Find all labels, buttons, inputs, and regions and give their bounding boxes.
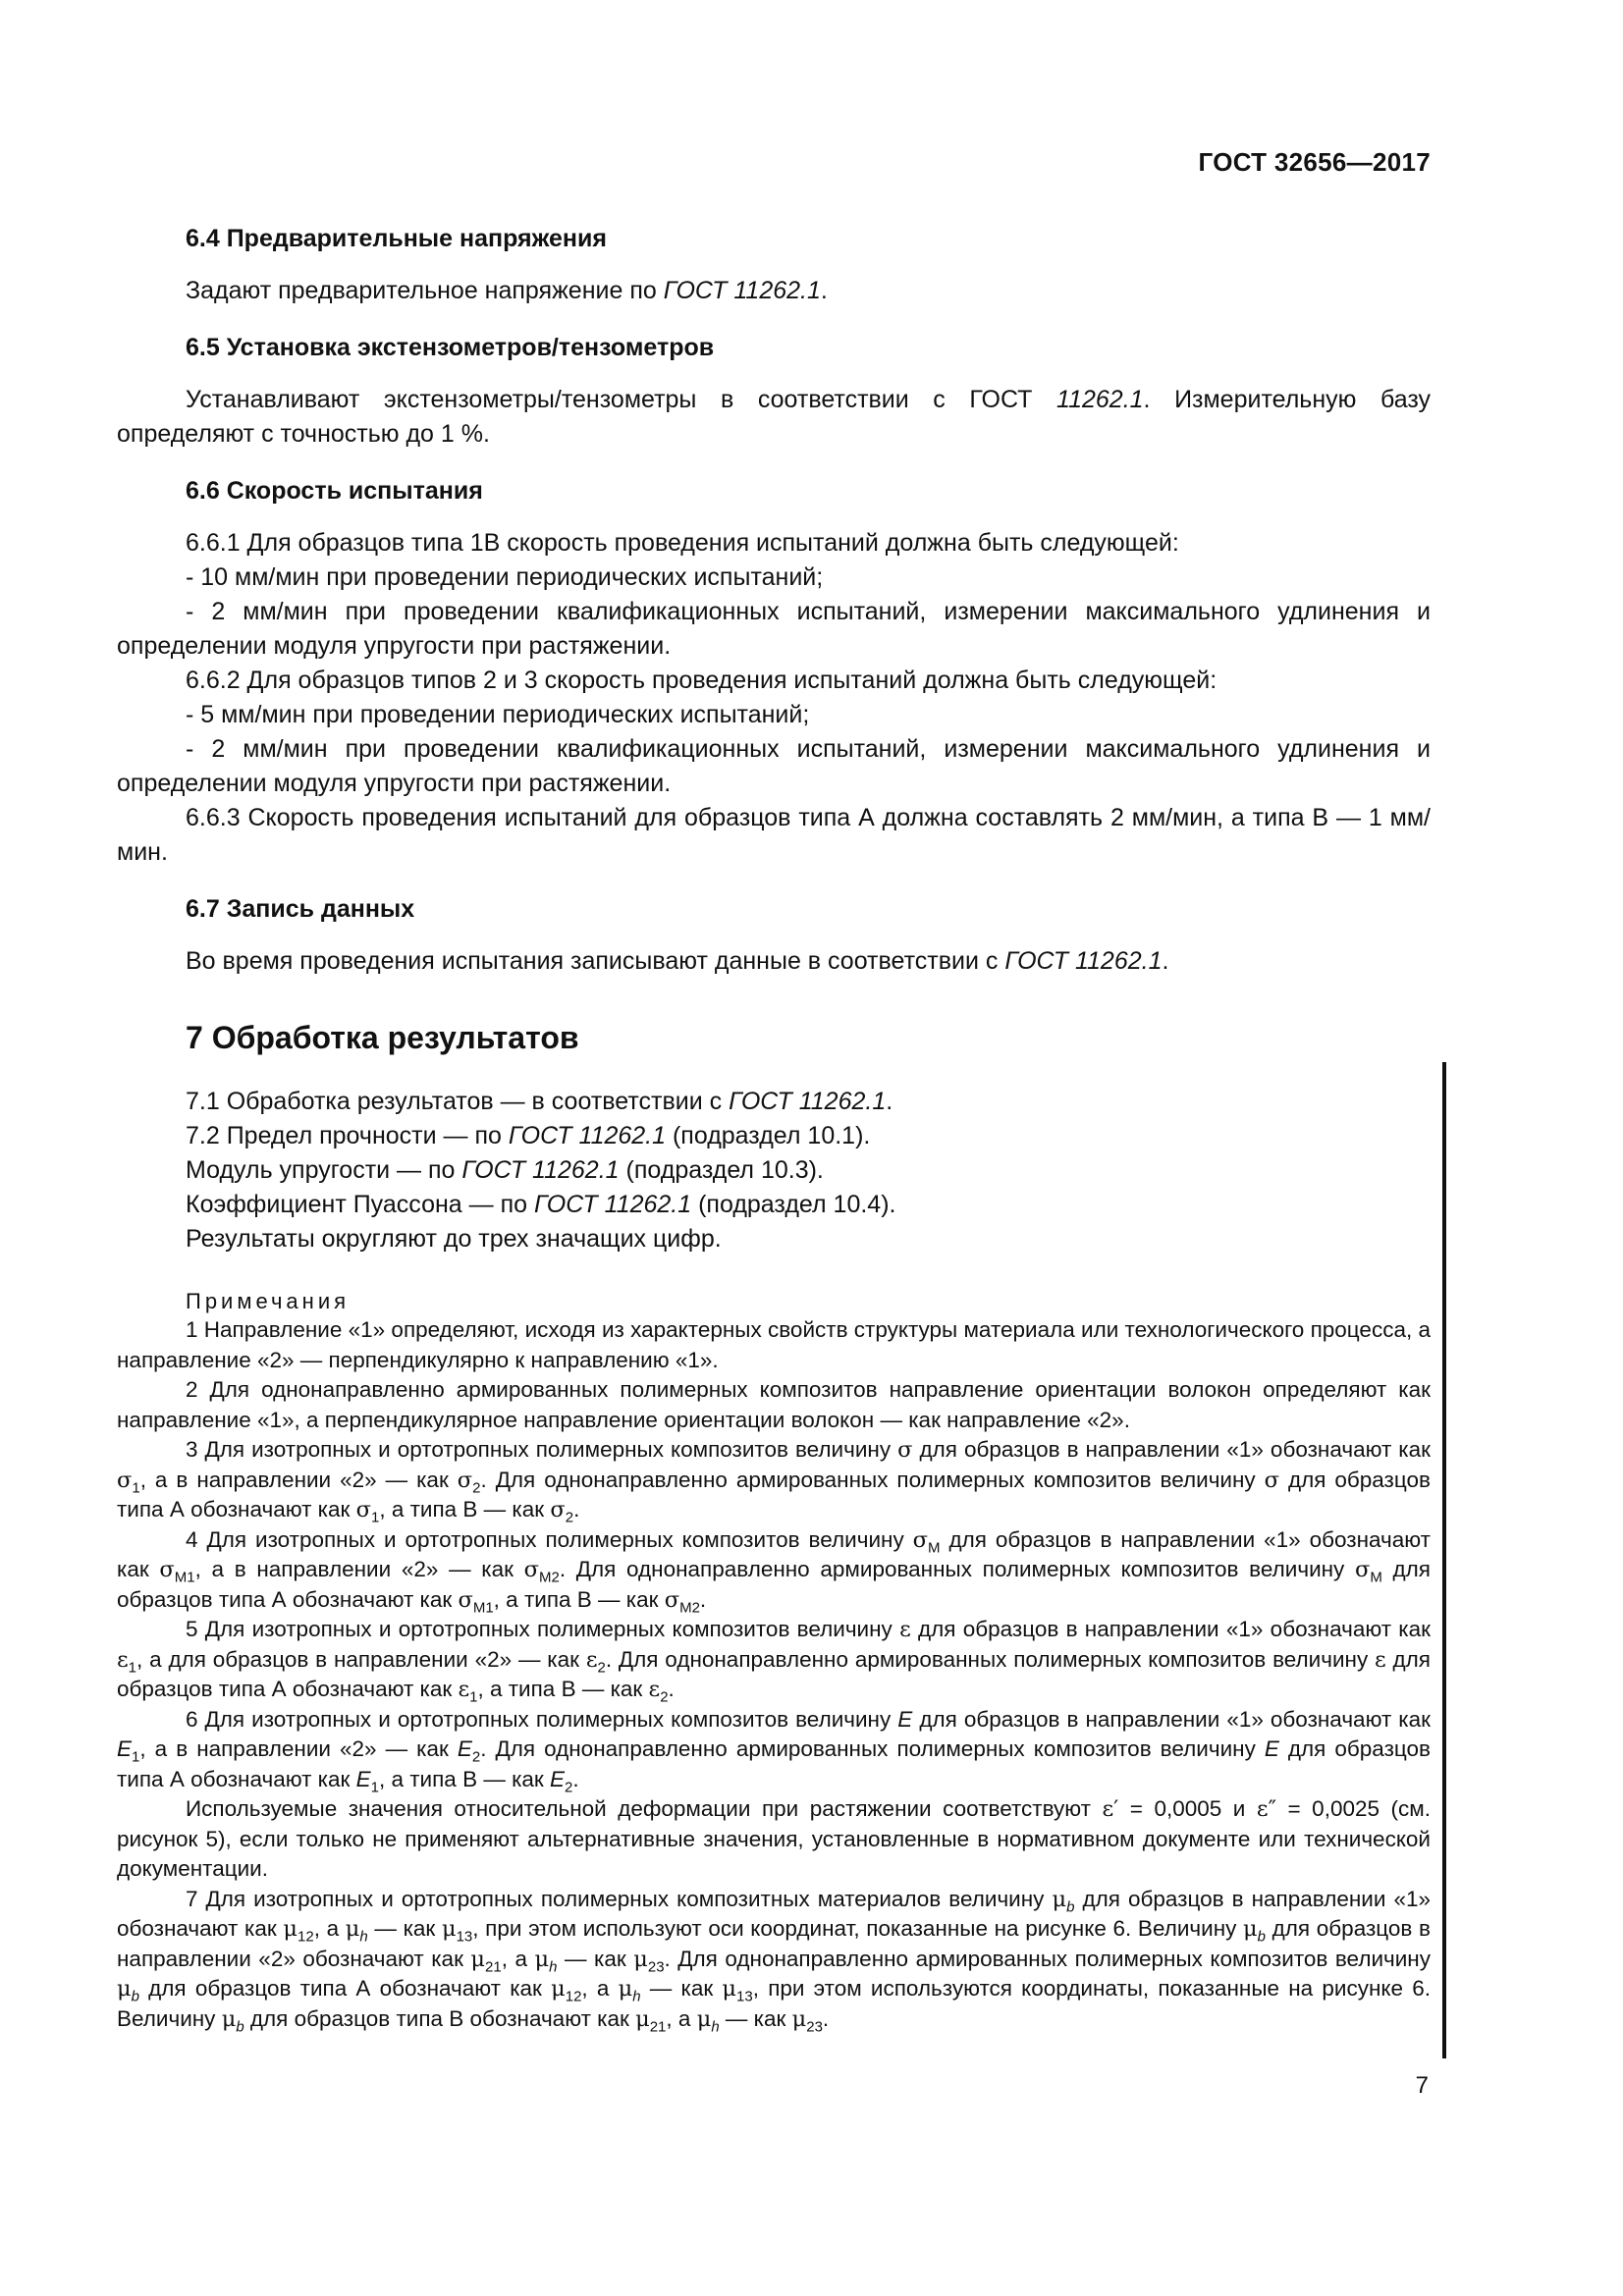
note-4 — [117, 1525, 1431, 1616]
symbol: μ — [1052, 1886, 1067, 1912]
text-run: . — [1162, 947, 1169, 975]
symbol: μ — [441, 1916, 457, 1942]
text-run: 6 Для изотропных и ортотропных полимерных композитов величину — [186, 1706, 898, 1732]
symbol: μ — [791, 2005, 807, 2032]
subscript: M — [1370, 1569, 1382, 1586]
text-run: = 0,0005 и — [1118, 1796, 1257, 1821]
modulus-text — [117, 1153, 1431, 1188]
section-6-6-1-text: 6.6.1 Для образцов типа 1В скорость проведения испытаний должна быть следующей: — [186, 529, 1179, 557]
section-6-5-text — [117, 383, 1431, 452]
subscript: 2 — [472, 1479, 481, 1496]
text-run: , а типа В — как — [379, 1497, 551, 1522]
text-run: 7.1 Обработка результатов — в соответствии с — [186, 1088, 730, 1115]
text-run: для образцов в направлении «1» обозначают как — [117, 1526, 1431, 1581]
subscript: 2 — [660, 1688, 669, 1706]
text-run: . — [668, 1677, 675, 1701]
symbol: μ — [534, 1946, 550, 1972]
text-run: , а типа В — как — [477, 1677, 649, 1701]
text-run: (подраздел 10.1). — [666, 1122, 871, 1149]
notes-block — [117, 1288, 1431, 2034]
note-6-continuation — [117, 1794, 1431, 1885]
symbol: ε″ — [1256, 1796, 1276, 1822]
symbol: σ — [550, 1497, 566, 1522]
text-run: 3 Для изотропных и ортотропных полимерных композитов величину — [186, 1437, 898, 1462]
section-7-title: 7 Обработка результатов — [186, 1020, 579, 1055]
subscript: b — [236, 2018, 244, 2035]
subscript: 21 — [485, 1958, 502, 1975]
symbol: ε — [1375, 1646, 1386, 1673]
section-7-2-text — [117, 1119, 1431, 1153]
text-run: Используемые значения относительной деформации при растяжении соответствуют — [186, 1796, 1103, 1821]
text-run: . Измерительную базу определяют с точностью до 1 %. — [117, 386, 1431, 448]
text-run: для образцов в направлении «1» обозначают как — [912, 1706, 1431, 1732]
symbol: ε — [648, 1677, 661, 1702]
section-6-7-title: 6.7 Запись данных — [186, 895, 415, 923]
note-6 — [117, 1705, 1431, 1795]
page-number: 7 — [1415, 2072, 1429, 2099]
standard-reference: ГОСТ 11262.1 — [508, 1122, 667, 1149]
text-run: , а типа В — как — [493, 1586, 665, 1612]
symbol: μ — [633, 1946, 648, 1972]
symbol: μ — [722, 1976, 737, 2002]
section-6-5-title: 6.5 Установка экстензометров/тензометров — [186, 334, 715, 361]
notes-title: Примечания — [186, 1289, 351, 1313]
symbol: μ — [635, 2005, 650, 2032]
symbol: ε — [585, 1646, 598, 1673]
symbol: E — [1264, 1736, 1279, 1761]
subscript: h — [711, 2018, 720, 2035]
subscript: 2 — [565, 1509, 574, 1526]
standard-reference: ГОСТ 11262.1 — [461, 1156, 620, 1184]
symbol: E — [897, 1706, 913, 1732]
text-run: 7 Для изотропных и ортотропных полимерных композитных материалов величину — [186, 1886, 1053, 1911]
symbol: E — [550, 1766, 566, 1791]
subscript: 12 — [298, 1928, 314, 1946]
text-run: для образцов типа В обозначают как — [243, 2005, 636, 2031]
subscript: 1 — [370, 1779, 379, 1795]
subscript: 12 — [565, 1988, 582, 2005]
text-run: , при этом используются координаты, показанные на рисунке 6. Величину — [117, 1976, 1431, 2031]
document-body — [117, 221, 1431, 2034]
text-run: — как — [557, 1946, 634, 1971]
symbol: μ — [117, 1976, 132, 2002]
text-run: = 0,0025 (см. рисунок 5), если только не применяют альтернативные значения, установленные в нормативном документе или технической документации. — [117, 1796, 1431, 1881]
section-6-6-2-text: 6.6.2 Для образцов типов 2 и 3 скорость проведения испытаний должна быть следующей: — [186, 667, 1217, 694]
symbol: μ — [1243, 1916, 1258, 1942]
subscript: M2 — [539, 1569, 560, 1586]
symbol: μ — [221, 2005, 237, 2032]
text-run: (подраздел 10.4). — [691, 1191, 896, 1218]
text-run: (подраздел 10.3). — [619, 1156, 824, 1184]
subscript: b — [1257, 1928, 1267, 1946]
text-run: , а в направлении «2» — как — [194, 1557, 524, 1581]
subscript: 2 — [471, 1748, 481, 1766]
symbol: μ — [470, 1946, 486, 1972]
subscript: 13 — [736, 1988, 753, 2005]
text-run: . Для однонаправленно армированных полимерных композитов величину — [480, 1467, 1265, 1492]
text-run: для образцов в направлении «1» обозначают как — [912, 1437, 1431, 1462]
symbol: ε — [899, 1617, 911, 1642]
text-run: . Для однонаправленно армированных полимерных композитов величину — [664, 1946, 1431, 1971]
subscript: 2 — [597, 1659, 606, 1676]
note-3 — [117, 1435, 1431, 1525]
text-run: . — [699, 1586, 707, 1612]
subscript: 1 — [128, 1659, 137, 1676]
standard-reference: ГОСТ 11262.1 — [729, 1088, 887, 1115]
symbol: E — [355, 1766, 371, 1791]
standard-reference: ГОСТ 11262.1 — [533, 1191, 692, 1218]
text-run: , а — [313, 1916, 346, 1941]
text-run: для образцов типа А обозначают как — [117, 1557, 1431, 1612]
text-run: для образцов типа А обозначают как — [138, 1976, 552, 2001]
section-6-6-title: 6.6 Скорость испытания — [186, 477, 483, 505]
symbol: σ — [912, 1526, 929, 1553]
text-run: для образцов типа А обозначают как — [117, 1646, 1431, 1701]
symbol: σ — [458, 1586, 473, 1613]
subscript: 1 — [132, 1748, 140, 1766]
symbol: σ — [457, 1467, 473, 1493]
symbol: σ — [117, 1467, 133, 1493]
subscript: 23 — [647, 1958, 665, 1975]
symbol: σ — [664, 1586, 680, 1613]
symbol: σ — [1355, 1557, 1371, 1582]
text-run: , а в направлении «2» — как — [139, 1467, 458, 1492]
section-6-6-1-item-a: - 10 мм/мин при проведении периодических испытаний; — [186, 563, 824, 591]
symbol: ε — [117, 1646, 129, 1673]
poisson-text — [117, 1188, 1431, 1222]
subscript: 23 — [806, 2018, 823, 2035]
subscript: b — [1066, 1898, 1075, 1915]
symbol: μ — [618, 1976, 633, 2002]
subscript: 21 — [649, 2018, 667, 2035]
subscript: M1 — [472, 1599, 494, 1616]
text-run: , а — [501, 1946, 535, 1971]
subscript: M2 — [679, 1599, 700, 1616]
symbol: σ — [897, 1437, 913, 1463]
subscript: 13 — [456, 1928, 473, 1946]
subscript: 2 — [565, 1779, 573, 1795]
note-1: 1 Направление «1» определяют, исходя из характерных свойств структуры материала или технологического процесса, а направление «2» — перпендикулярно к направлению «1». — [117, 1317, 1431, 1372]
text-run: 7.2 Предел прочности — по — [186, 1122, 509, 1149]
note-7 — [117, 1885, 1431, 2035]
standard-reference: ГОСТ 11262.1 — [663, 277, 821, 304]
text-run: для образцов типа А обозначают как — [117, 1736, 1431, 1791]
symbol: ε′ — [1102, 1796, 1119, 1822]
subscript: h — [549, 1958, 558, 1975]
text-run: . Для однонаправленно армированных полимерных композитов величину — [480, 1736, 1265, 1761]
section-6-6-3-text: 6.6.3 Скорость проведения испытаний для образцов типа А должна составлять 2 мм/мин, а типа В — 1 мм/мин. — [117, 804, 1431, 866]
section-6-6-2-item-a: - 5 мм/мин при проведении периодических испытаний; — [186, 701, 810, 728]
text-run: 5 Для изотропных и ортотропных полимерных композитов величину — [186, 1617, 900, 1641]
symbol: E — [457, 1736, 472, 1761]
text-run: , при этом используют оси координат, показанные на рисунке 6. Величину — [472, 1916, 1244, 1941]
subscript: M — [928, 1539, 941, 1556]
subscript: h — [359, 1928, 368, 1946]
symbol: μ — [551, 1976, 566, 2002]
note-5 — [117, 1615, 1431, 1705]
text-run: , а — [581, 1976, 619, 2001]
subscript: 1 — [370, 1509, 380, 1526]
symbol: E — [117, 1736, 133, 1761]
text-run: Коэффициент Пуассона — по — [186, 1191, 534, 1218]
symbol: σ — [1264, 1467, 1279, 1493]
symbol: μ — [345, 1916, 360, 1942]
text-run: Во время проведения испытания записывают данные в соответствии с — [186, 947, 1005, 975]
symbol: σ — [159, 1557, 175, 1582]
text-run: . — [572, 1766, 579, 1791]
text-run: для образцов в направлении «1» обозначают как — [117, 1886, 1431, 1941]
text-run: . — [820, 277, 828, 304]
text-run: — как — [719, 2005, 792, 2031]
text-run: — как — [640, 1976, 723, 2001]
text-run: 4 Для изотропных и ортотропных полимерных композитов величину — [186, 1526, 913, 1552]
text-run: Задают предварительное напряжение по — [186, 277, 664, 304]
subscript: 1 — [469, 1688, 478, 1706]
text-run: — как — [367, 1916, 442, 1941]
subscript: 1 — [132, 1479, 140, 1496]
text-run: . Для однонаправленно армированных полимерных композитов величину — [559, 1557, 1355, 1581]
symbol: μ — [283, 1916, 298, 1942]
rounding-text: Результаты округляют до трех значащих цифр. — [186, 1225, 722, 1253]
symbol: σ — [523, 1557, 539, 1582]
text-run: Модуль упругости — по — [186, 1156, 462, 1184]
text-run: , а — [666, 2005, 697, 2031]
symbol: σ — [355, 1497, 371, 1522]
subscript: M1 — [174, 1569, 195, 1586]
subscript: b — [131, 1988, 139, 2005]
standard-reference: ГОСТ 11262.1 — [1004, 947, 1163, 975]
text-run: , а для образцов в направлении «2» — как — [136, 1646, 586, 1672]
standard-reference: 11262.1 — [1056, 386, 1144, 413]
section-6-4-title: 6.4 Предварительные напряжения — [186, 225, 607, 252]
text-run: . Для однонаправленно армированных полимерных композитов величину — [605, 1646, 1376, 1672]
symbol: μ — [696, 2005, 712, 2032]
text-run: для образцов в направлении «1» обозначают как — [910, 1617, 1431, 1641]
section-6-6-2-item-b: - 2 мм/мин при проведении квалификационных испытаний, измерении максимального удлинения и определении модуля упругости при растяжении. — [117, 735, 1431, 797]
text-run: для образцов в направлении «2» обозначают как — [117, 1916, 1431, 1971]
section-6-6-1-item-b: - 2 мм/мин при проведении квалификационных испытаний, измерении максимального удлинения и определении модуля упругости при растяжении. — [117, 598, 1431, 660]
text-run: для образцов типа А обозначают как — [117, 1467, 1431, 1522]
change-bar — [1442, 1062, 1446, 2058]
text-run: . — [573, 1497, 580, 1522]
note-2: 2 Для однонаправленно армированных полимерных композитов направление ориентации волокон определяют как направление «1», а перпендикулярное направление ориентации волокон — как направление «2». — [117, 1377, 1431, 1432]
section-7-1-text — [117, 1085, 1431, 1119]
section-6-7-text — [117, 944, 1431, 979]
text-run: , а в направлении «2» — как — [139, 1736, 458, 1761]
text-run: , а типа В — как — [378, 1766, 551, 1791]
subscript: h — [632, 1988, 641, 2005]
symbol: ε — [458, 1677, 470, 1702]
text-run: Устанавливают экстензометры/тензометры в соответствии с ГОСТ — [186, 386, 1057, 413]
text-run: . — [822, 2005, 830, 2031]
section-6-4-text — [117, 274, 1431, 308]
text-run: . — [886, 1088, 893, 1115]
document-header: ГОСТ 32656—2017 — [1198, 147, 1431, 177]
